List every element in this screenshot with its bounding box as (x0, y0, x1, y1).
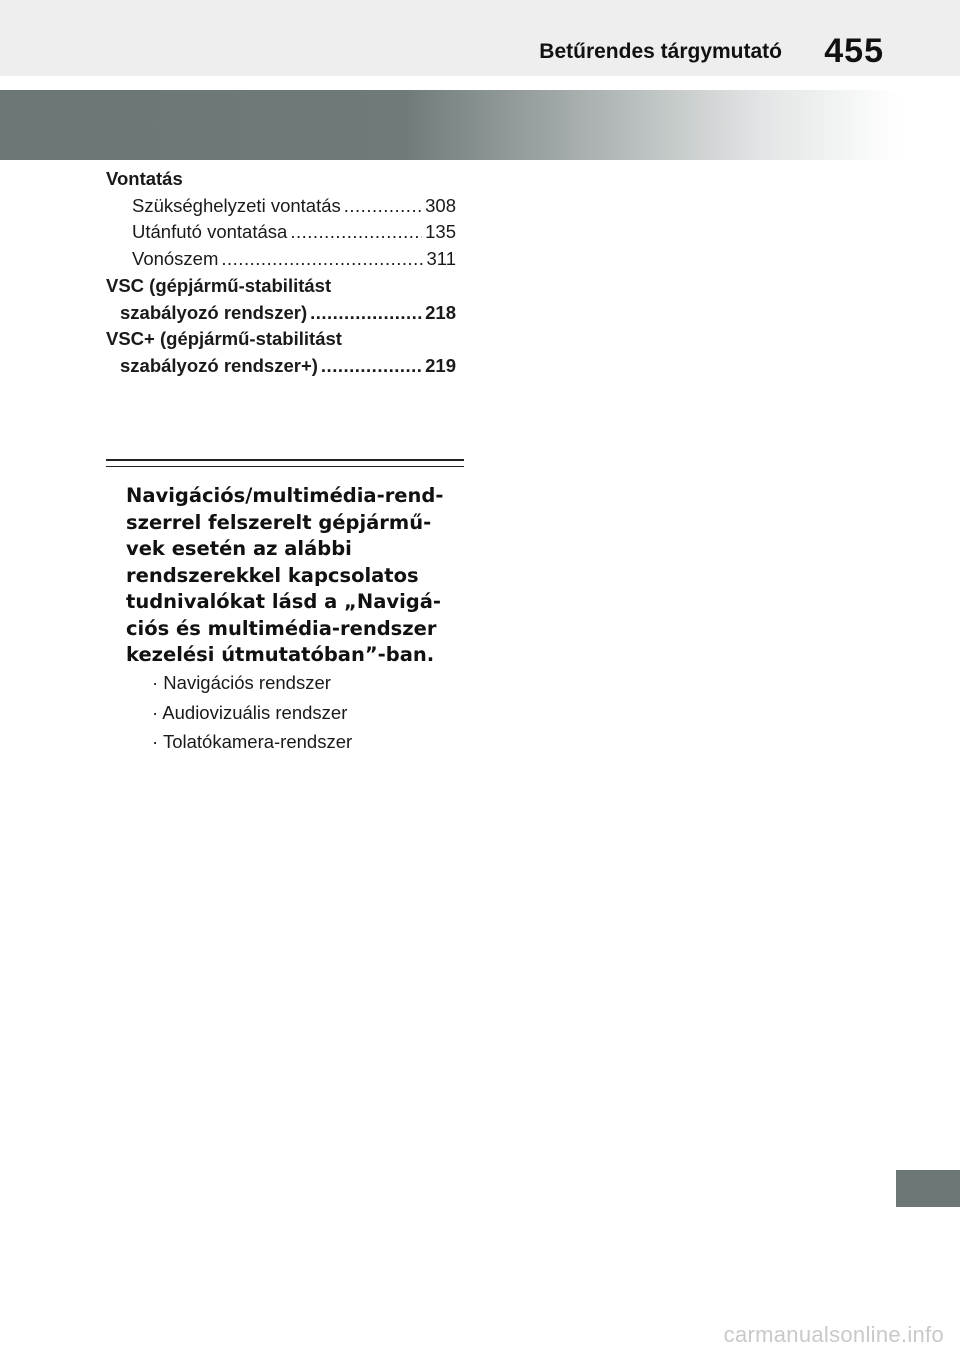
notice-line: rendszerekkel kapcsolatos (126, 563, 419, 587)
section-divider (106, 459, 464, 467)
leader-dots (310, 300, 422, 327)
index-entry[interactable] (106, 300, 456, 327)
page-number: 455 (824, 32, 884, 70)
header-title: Betűrendes tárgymutató (539, 40, 782, 63)
index-heading-vontatas: Vontatás (106, 168, 183, 189)
system-list (152, 668, 472, 757)
navigation-notice (126, 483, 488, 669)
index-entry-label: Szükséghelyzeti vontatás (132, 194, 341, 216)
index-entry[interactable] (106, 219, 456, 246)
index-heading-vsc-plus: VSC+ (gépjármű-stabilitást (106, 328, 342, 350)
notice-line: vek esetén az alábbi (126, 537, 352, 560)
index-entry-page: 135 (425, 221, 456, 243)
notice-line: szerrel felszerelt gépjármű- (126, 510, 432, 534)
index-column (106, 166, 456, 380)
list-item: · Navigációs rendszer (152, 672, 331, 693)
index-entry-page: 219 (425, 354, 456, 376)
index-entry[interactable] (106, 246, 456, 273)
notice-line: Navigációs/multimédia-rend- (126, 484, 444, 507)
index-entry-label: Vonószem (132, 248, 219, 270)
list-item: · Audiovizuális rendszer (152, 701, 348, 723)
leader-dots (290, 219, 422, 246)
header-gradient-band (0, 90, 900, 160)
notice-line: ciós és multimédia-rendszer (126, 616, 437, 640)
page-header (0, 0, 960, 76)
section-tab (896, 1170, 960, 1207)
index-entry[interactable] (106, 193, 456, 220)
list-item: · Tolatókamera-rendszer (152, 731, 353, 752)
index-entry-page: 308 (425, 194, 456, 216)
index-entry[interactable] (106, 353, 456, 380)
leader-dots (221, 246, 423, 273)
index-entry-label: szabályozó rendszer+) (120, 354, 318, 376)
index-entry-label: Utánfutó vontatása (132, 221, 288, 243)
notice-line: tudnivalókat lásd a „Navigá- (126, 590, 441, 613)
index-heading-vsc: VSC (gépjármű-stabilitást (106, 274, 332, 296)
index-entry-page: 311 (426, 248, 456, 270)
notice-line: kezelési útmutatóban”-ban. (126, 643, 435, 666)
watermark: carmanualsonline.info (723, 1322, 944, 1347)
index-entry-page: 218 (425, 301, 456, 323)
leader-dots (344, 193, 422, 220)
index-entry-label: szabályozó rendszer) (120, 301, 308, 323)
leader-dots (321, 353, 422, 380)
